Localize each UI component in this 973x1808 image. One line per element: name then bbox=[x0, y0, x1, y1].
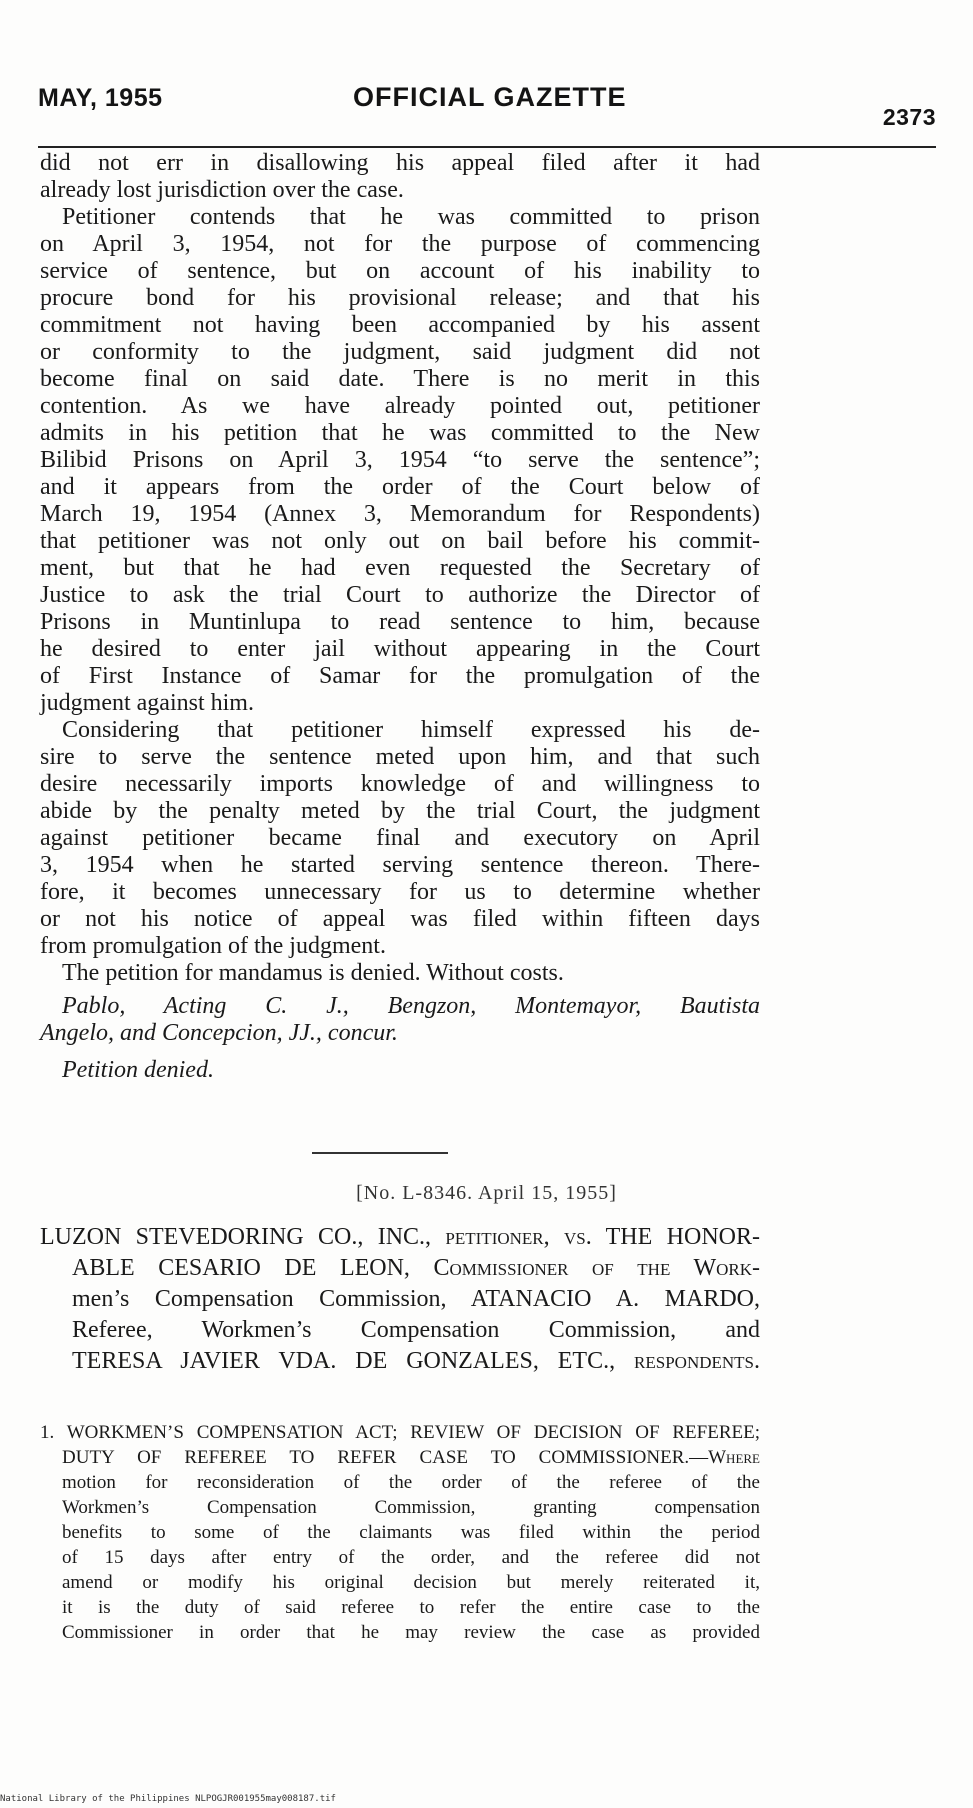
concurrence bbox=[40, 993, 760, 1047]
syllabus-line: Commissioner in order that he may review the case as provided bbox=[62, 1622, 760, 1643]
disposition: Petition denied. bbox=[62, 1057, 214, 1083]
syllabus-line: Workmen’s Compensation Commission, granting compensation bbox=[62, 1497, 760, 1518]
caption-line: men’s Compensation Commission, ATANACIO A. MARDO, bbox=[72, 1286, 760, 1312]
text-line: become final on said date. There is no merit in this bbox=[40, 366, 760, 392]
case-number: [No. L-8346. April 15, 1955] bbox=[356, 1182, 617, 1204]
text-line: judgment against him. bbox=[40, 690, 254, 716]
text-line: on April 3, 1954, not for the purpose of commencing bbox=[40, 231, 760, 257]
syllabus-line: benefits to some of the claimants was filed within the period bbox=[62, 1522, 760, 1543]
caption-line: LUZON STEVEDORING CO., INC., petitioner, vs. THE HONOR- bbox=[40, 1224, 760, 1250]
paragraph-3 bbox=[40, 717, 760, 960]
text-line: admits in his petition that he was committed to the New bbox=[40, 420, 760, 446]
text-line: March 19, 1954 (Annex 3, Memorandum for Respondents) bbox=[40, 501, 760, 527]
header-title: OFFICIAL GAZETTE bbox=[353, 82, 627, 112]
text-line: commitment not having been accompanied by his assent bbox=[40, 312, 760, 338]
text-line: Petitioner contends that he was committed to prison bbox=[62, 204, 760, 230]
caption-line: ABLE CESARIO DE LEON, Commissioner of the Work- bbox=[72, 1255, 760, 1281]
syllabus bbox=[40, 1420, 760, 1645]
text-line: The petition for mandamus is denied. Without costs. bbox=[62, 960, 564, 986]
header-rule bbox=[38, 146, 936, 148]
text-line: or not his notice of appeal was filed within fifteen days bbox=[40, 906, 760, 932]
paragraph-4 bbox=[40, 960, 760, 987]
caption-line: TERESA JAVIER VDA. DE GONZALES, ETC., respondents. bbox=[72, 1348, 760, 1374]
header-date: MAY, 1955 bbox=[38, 84, 163, 112]
text-line: or conformity to the judgment, said judgment did not bbox=[40, 339, 760, 365]
text-line: did not err in disallowing his appeal filed after it had bbox=[40, 150, 760, 176]
paragraph-1 bbox=[40, 150, 760, 204]
text-line: that petitioner was not only out on bail before his commit- bbox=[40, 528, 760, 554]
text-line: from promulgation of the judgment. bbox=[40, 933, 386, 959]
paragraph-2 bbox=[40, 204, 760, 717]
text-line: already lost jurisdiction over the case. bbox=[40, 177, 404, 203]
syllabus-line: motion for reconsideration of the order of the referee of the bbox=[62, 1472, 760, 1493]
text-line: 3, 1954 when he started serving sentence thereon. There- bbox=[40, 852, 760, 878]
caption-line: Referee, Workmen’s Compensation Commission, and bbox=[72, 1317, 760, 1343]
text-line: of First Instance of Samar for the promulgation of the bbox=[40, 663, 760, 689]
text-line: sire to serve the sentence meted upon him, and that such bbox=[40, 744, 760, 770]
body-text bbox=[40, 150, 760, 1087]
text-line: Angelo, and Concepcion, JJ., concur. bbox=[40, 1020, 398, 1046]
text-line: Pablo, Acting C. J., Bengzon, Montemayor, Bautista bbox=[62, 993, 760, 1019]
text-line: Bilibid Prisons on April 3, 1954 “to serve the sentence”; bbox=[40, 447, 760, 473]
text-line: abide by the penalty meted by the trial Court, the judgment bbox=[40, 798, 760, 824]
text-line: contention. As we have already pointed out, petitioner bbox=[40, 393, 760, 419]
syllabus-line: it is the duty of said referee to refer the entire case to the bbox=[62, 1597, 760, 1618]
page-number: 2373 bbox=[882, 104, 936, 130]
scan-footer: National Library of the Philippines NLPOGJR001955may008187.tif bbox=[0, 1794, 336, 1804]
syllabus-line: of 15 days after entry of the order, and the referee did not bbox=[62, 1547, 760, 1568]
text-line: against petitioner became final and executory on April bbox=[40, 825, 760, 851]
text-line: he desired to enter jail without appearing in the Court bbox=[40, 636, 760, 662]
syllabus-line: 1. WORKMEN’S COMPENSATION ACT; REVIEW OF DECISION OF REFEREE; bbox=[40, 1422, 760, 1443]
text-line: fore, it becomes unnecessary for us to determine whether bbox=[40, 879, 760, 905]
text-line: ment, but that he had even requested the Secretary of bbox=[40, 555, 760, 581]
page-header bbox=[38, 82, 936, 132]
text-line: and it appears from the order of the Court below of bbox=[40, 474, 760, 500]
text-line: procure bond for his provisional release; and that his bbox=[40, 285, 760, 311]
text-line: Prisons in Muntinlupa to read sentence to him, because bbox=[40, 609, 760, 635]
text-line: Justice to ask the trial Court to authorize the Director of bbox=[40, 582, 760, 608]
syllabus-line: DUTY OF REFEREE TO REFER CASE TO COMMISSIONER.—Where bbox=[62, 1447, 760, 1468]
text-line: Considering that petitioner himself expressed his de- bbox=[62, 717, 760, 743]
text-line: service of sentence, but on account of his inability to bbox=[40, 258, 760, 284]
section-divider bbox=[312, 1152, 448, 1154]
syllabus-line: amend or modify his original decision but merely reiterated it, bbox=[62, 1572, 760, 1593]
case-caption bbox=[40, 1222, 760, 1377]
text-line: desire necessarily imports knowledge of and willingness to bbox=[40, 771, 760, 797]
